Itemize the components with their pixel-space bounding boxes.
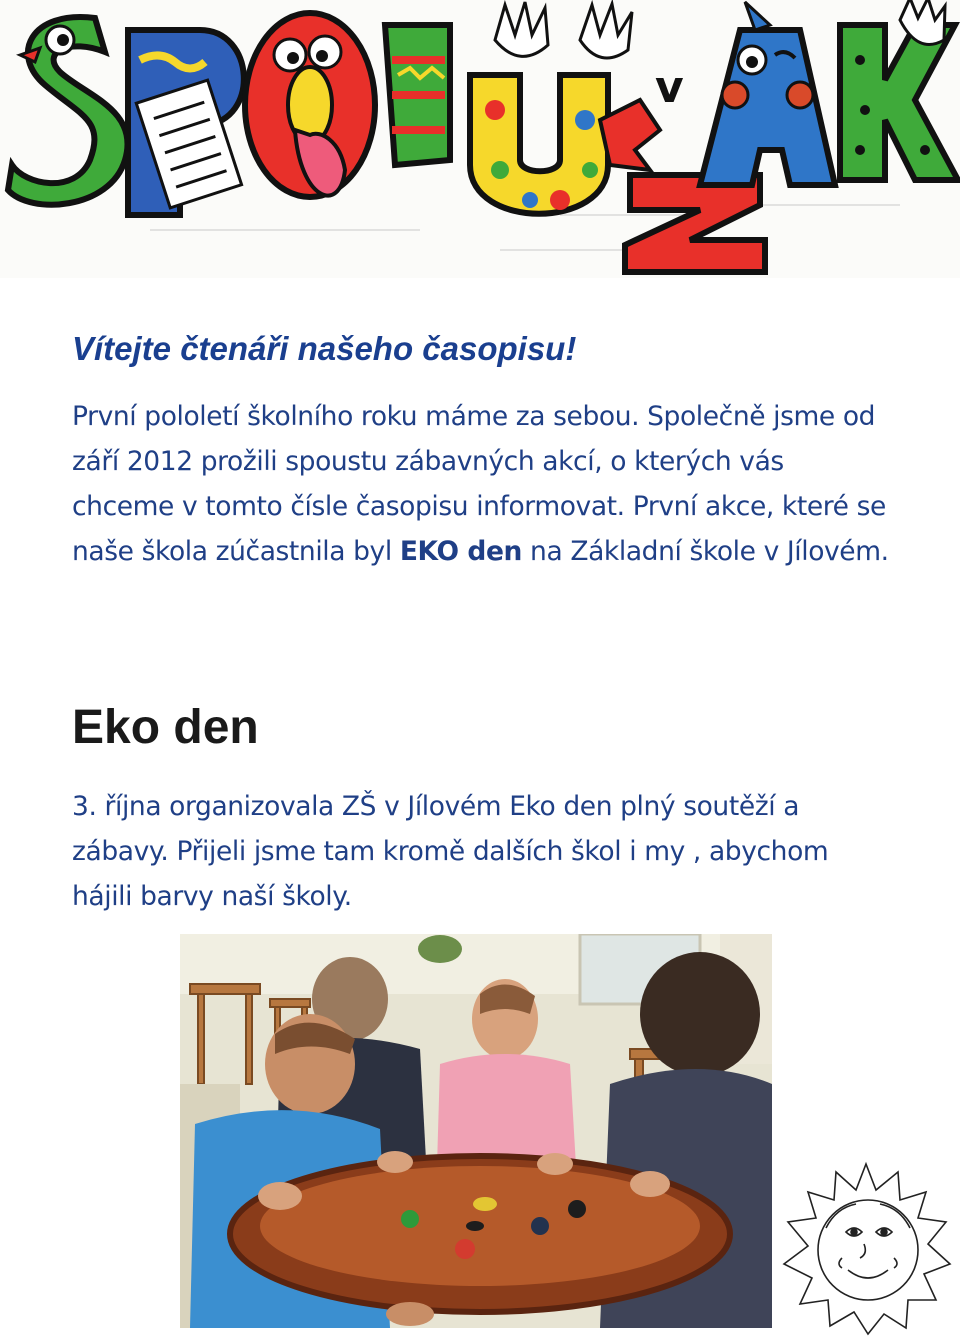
intro-paragraph	[72, 394, 892, 574]
logo-letter-z	[625, 175, 765, 272]
intro-text-1: První pololetí školního roku máme za sebou. Společně jsme od září 2012 prožili spoustu zábavných akcí, o kterých vás chceme v tomto čísle časopisu informovat. První akce, které se naše škola zúčastnila byl	[72, 401, 886, 567]
welcome-heading: Vítejte čtenáři našeho časopisu!	[72, 330, 577, 367]
masthead-logo	[0, 0, 960, 278]
intro-text-2: na Základní škole v Jílovém.	[522, 536, 889, 567]
eko-den-heading: Eko den	[72, 701, 259, 754]
eko-den-bold: EKO den	[399, 536, 523, 567]
logo-letter-u	[470, 75, 608, 214]
eko-den-paragraph: 3. října organizovala ZŠ v Jílovém Eko den plný soutěží a zábavy. Přijeli jsme tam kromě dalších škol i my , abychom hájili barvy naší školy.	[72, 791, 829, 912]
logo-drawing	[0, 0, 960, 278]
logo-letter-a	[700, 30, 835, 185]
logo-letter-k	[840, 25, 958, 180]
eko-den-photo	[180, 934, 772, 1328]
sun-drawing	[780, 1160, 952, 1336]
logo-small-v: v	[655, 62, 684, 113]
